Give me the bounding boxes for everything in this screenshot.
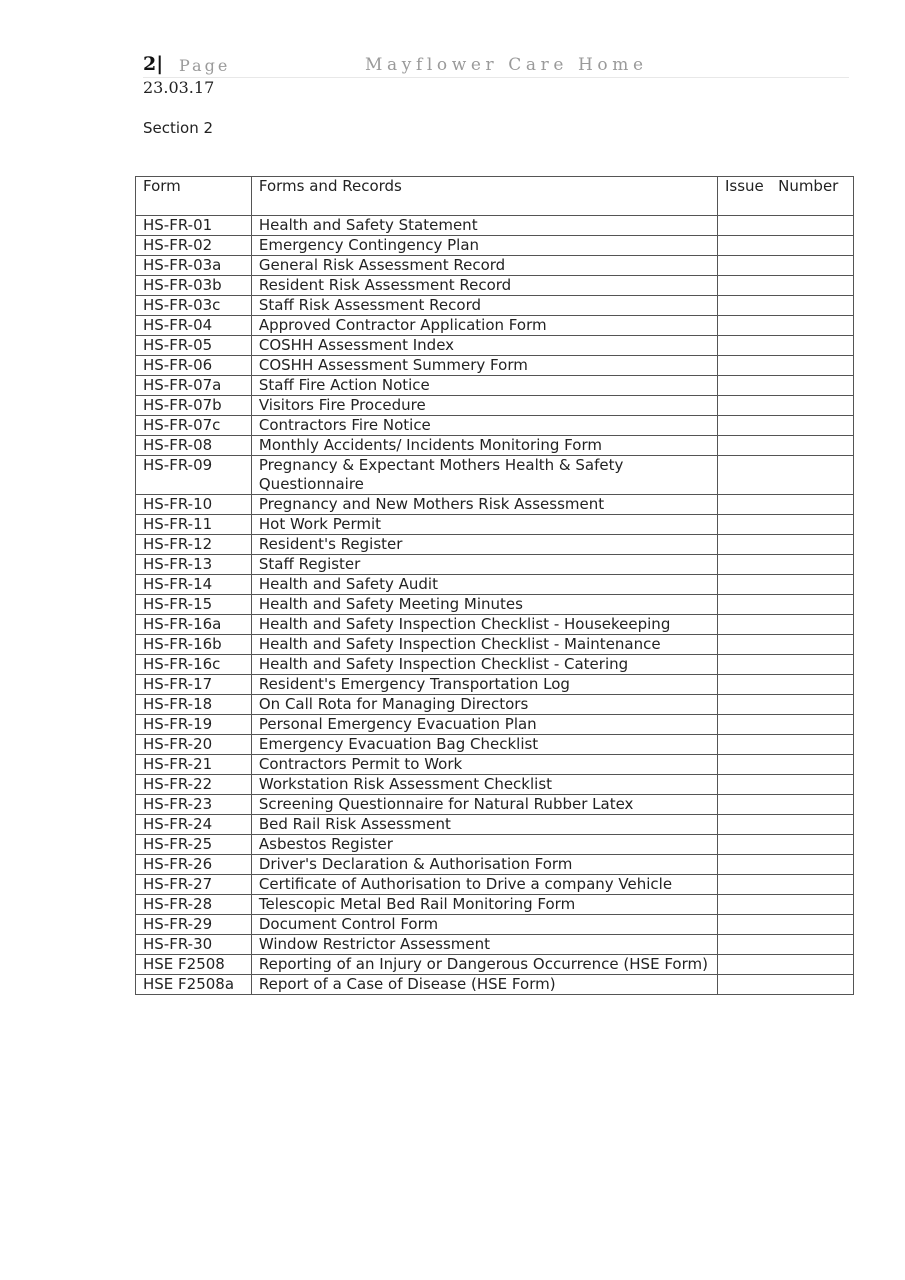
document-date: 23.03.17 (143, 78, 215, 97)
form-title-cell: Report of a Case of Disease (HSE Form) (251, 975, 717, 995)
table-row (136, 356, 854, 376)
table-row (136, 535, 854, 555)
form-title-cell: Health and Safety Statement (251, 216, 717, 236)
table-row (136, 416, 854, 436)
table-row (136, 376, 854, 396)
form-code-cell: HS-FR-29 (136, 915, 252, 935)
table-row (136, 835, 854, 855)
issue-number-cell (718, 436, 854, 456)
issue-number-cell (718, 635, 854, 655)
issue-number-cell (718, 795, 854, 815)
table-row (136, 515, 854, 535)
form-code-cell: HS-FR-06 (136, 356, 252, 376)
table-row (136, 875, 854, 895)
form-code-cell: HS-FR-03c (136, 296, 252, 316)
table-row (136, 895, 854, 915)
table-row (136, 795, 854, 815)
form-title-cell: Resident's Emergency Transportation Log (251, 675, 717, 695)
issue-number-cell (718, 955, 854, 975)
form-title-cell: Pregnancy and New Mothers Risk Assessment (251, 495, 717, 515)
form-code-cell: HS-FR-20 (136, 735, 252, 755)
issue-number-cell (718, 595, 854, 615)
table-row (136, 456, 854, 495)
form-title-cell: COSHH Assessment Index (251, 336, 717, 356)
form-title-cell: Pregnancy & Expectant Mothers Health & Safety Questionnaire (251, 456, 717, 495)
issue-number-cell (718, 975, 854, 995)
form-title-cell: Health and Safety Inspection Checklist - Maintenance (251, 635, 717, 655)
issue-number-cell (718, 456, 854, 495)
table-row (136, 715, 854, 735)
issue-number-cell (718, 675, 854, 695)
table-header-row (136, 177, 854, 216)
form-title-cell: On Call Rota for Managing Directors (251, 695, 717, 715)
forms-table (135, 176, 854, 995)
form-title-cell: Emergency Evacuation Bag Checklist (251, 735, 717, 755)
table-row (136, 316, 854, 336)
column-header-form: Form (136, 177, 252, 216)
form-title-cell: Approved Contractor Application Form (251, 316, 717, 336)
form-code-cell: HS-FR-13 (136, 555, 252, 575)
form-title-cell: Staff Register (251, 555, 717, 575)
form-title-cell: Hot Work Permit (251, 515, 717, 535)
form-code-cell: HS-FR-23 (136, 795, 252, 815)
form-code-cell: HS-FR-10 (136, 495, 252, 515)
table-row (136, 775, 854, 795)
form-title-cell: Resident's Register (251, 535, 717, 555)
form-code-cell: HS-FR-16a (136, 615, 252, 635)
form-code-cell: HS-FR-11 (136, 515, 252, 535)
form-title-cell: Contractors Permit to Work (251, 755, 717, 775)
page-label: Page (179, 56, 231, 75)
form-title-cell: Emergency Contingency Plan (251, 236, 717, 256)
organisation-name: Mayflower Care Home (365, 55, 648, 75)
table-row (136, 975, 854, 995)
issue-number-cell (718, 396, 854, 416)
form-code-cell: HS-FR-08 (136, 436, 252, 456)
form-code-cell: HS-FR-15 (136, 595, 252, 615)
issue-number-cell (718, 735, 854, 755)
form-title-cell: Monthly Accidents/ Incidents Monitoring Form (251, 436, 717, 456)
table-row (136, 256, 854, 276)
issue-number-cell (718, 236, 854, 256)
issue-number-cell (718, 535, 854, 555)
table-row (136, 855, 854, 875)
form-code-cell: HS-FR-02 (136, 236, 252, 256)
form-title-cell: Asbestos Register (251, 835, 717, 855)
table-row (136, 216, 854, 236)
table-row (136, 915, 854, 935)
form-code-cell: HS-FR-16b (136, 635, 252, 655)
form-title-cell: Health and Safety Meeting Minutes (251, 595, 717, 615)
table-row (136, 276, 854, 296)
issue-number-cell (718, 895, 854, 915)
issue-number-cell (718, 356, 854, 376)
table-row (136, 236, 854, 256)
issue-number-cell (718, 296, 854, 316)
table-row (136, 675, 854, 695)
table-row (136, 695, 854, 715)
issue-number-cell (718, 416, 854, 436)
issue-number-cell (718, 336, 854, 356)
table-row (136, 595, 854, 615)
issue-number-cell (718, 655, 854, 675)
issue-number-cell (718, 935, 854, 955)
form-title-cell: Screening Questionnaire for Natural Rubber Latex (251, 795, 717, 815)
table-row (136, 495, 854, 515)
form-code-cell: HS-FR-09 (136, 456, 252, 495)
table-row (136, 935, 854, 955)
form-code-cell: HS-FR-19 (136, 715, 252, 735)
form-title-cell: General Risk Assessment Record (251, 256, 717, 276)
form-title-cell: Telescopic Metal Bed Rail Monitoring Form (251, 895, 717, 915)
form-title-cell: Driver's Declaration & Authorisation Form (251, 855, 717, 875)
form-title-cell: Personal Emergency Evacuation Plan (251, 715, 717, 735)
issue-number-cell (718, 216, 854, 236)
form-code-cell: HS-FR-04 (136, 316, 252, 336)
form-title-cell: Health and Safety Inspection Checklist - Catering (251, 655, 717, 675)
issue-number-cell (718, 555, 854, 575)
form-code-cell: HS-FR-26 (136, 855, 252, 875)
issue-number-cell (718, 515, 854, 535)
issue-number-cell (718, 376, 854, 396)
form-code-cell: HS-FR-24 (136, 815, 252, 835)
issue-number-cell (718, 495, 854, 515)
form-code-cell: HS-FR-25 (136, 835, 252, 855)
issue-number-cell (718, 276, 854, 296)
issue-number-cell (718, 835, 854, 855)
form-title-cell: Workstation Risk Assessment Checklist (251, 775, 717, 795)
form-title-cell: Health and Safety Audit (251, 575, 717, 595)
table-row (136, 635, 854, 655)
form-code-cell: HSE F2508 (136, 955, 252, 975)
form-code-cell: HS-FR-14 (136, 575, 252, 595)
issue-number-cell (718, 755, 854, 775)
table-row (136, 555, 854, 575)
form-code-cell: HS-FR-07a (136, 376, 252, 396)
table-row (136, 575, 854, 595)
table-row (136, 815, 854, 835)
form-title-cell: Staff Fire Action Notice (251, 376, 717, 396)
issue-number-cell (718, 575, 854, 595)
form-code-cell: HS-FR-16c (136, 655, 252, 675)
table-row (136, 336, 854, 356)
form-code-cell: HS-FR-27 (136, 875, 252, 895)
form-title-cell: Visitors Fire Procedure (251, 396, 717, 416)
table-row (136, 755, 854, 775)
table-row (136, 735, 854, 755)
issue-number-cell (718, 695, 854, 715)
issue-number-cell (718, 316, 854, 336)
table-row (136, 396, 854, 416)
form-code-cell: HS-FR-12 (136, 535, 252, 555)
table-row (136, 436, 854, 456)
form-code-cell: HS-FR-21 (136, 755, 252, 775)
form-code-cell: HS-FR-05 (136, 336, 252, 356)
table-row (136, 655, 854, 675)
form-title-cell: Bed Rail Risk Assessment (251, 815, 717, 835)
form-code-cell: HS-FR-18 (136, 695, 252, 715)
form-title-cell: Staff Risk Assessment Record (251, 296, 717, 316)
form-code-cell: HS-FR-03b (136, 276, 252, 296)
issue-number-cell (718, 915, 854, 935)
table-row (136, 955, 854, 975)
form-title-cell: Health and Safety Inspection Checklist - Housekeeping (251, 615, 717, 635)
form-code-cell: HS-FR-17 (136, 675, 252, 695)
form-title-cell: COSHH Assessment Summery Form (251, 356, 717, 376)
form-title-cell: Document Control Form (251, 915, 717, 935)
column-header-forms-and-records: Forms and Records (251, 177, 717, 216)
form-code-cell: HS-FR-01 (136, 216, 252, 236)
form-title-cell: Reporting of an Injury or Dangerous Occurrence (HSE Form) (251, 955, 717, 975)
issue-number-cell (718, 256, 854, 276)
issue-number-cell (718, 855, 854, 875)
form-code-cell: HS-FR-03a (136, 256, 252, 276)
column-header-issue-number: Issue Number (718, 177, 854, 216)
form-code-cell: HS-FR-28 (136, 895, 252, 915)
issue-number-cell (718, 715, 854, 735)
issue-number-cell (718, 775, 854, 795)
form-title-cell: Certificate of Authorisation to Drive a company Vehicle (251, 875, 717, 895)
page-number: 2| (143, 53, 164, 75)
form-title-cell: Resident Risk Assessment Record (251, 276, 717, 296)
table-row (136, 615, 854, 635)
form-code-cell: HS-FR-22 (136, 775, 252, 795)
issue-number-cell (718, 875, 854, 895)
issue-number-cell (718, 815, 854, 835)
form-title-cell: Contractors Fire Notice (251, 416, 717, 436)
table-row (136, 296, 854, 316)
form-code-cell: HS-FR-30 (136, 935, 252, 955)
form-code-cell: HS-FR-07c (136, 416, 252, 436)
issue-number-cell (718, 615, 854, 635)
section-title: Section 2 (143, 119, 214, 137)
form-code-cell: HS-FR-07b (136, 396, 252, 416)
form-title-cell: Window Restrictor Assessment (251, 935, 717, 955)
page-header (143, 53, 849, 78)
form-code-cell: HSE F2508a (136, 975, 252, 995)
